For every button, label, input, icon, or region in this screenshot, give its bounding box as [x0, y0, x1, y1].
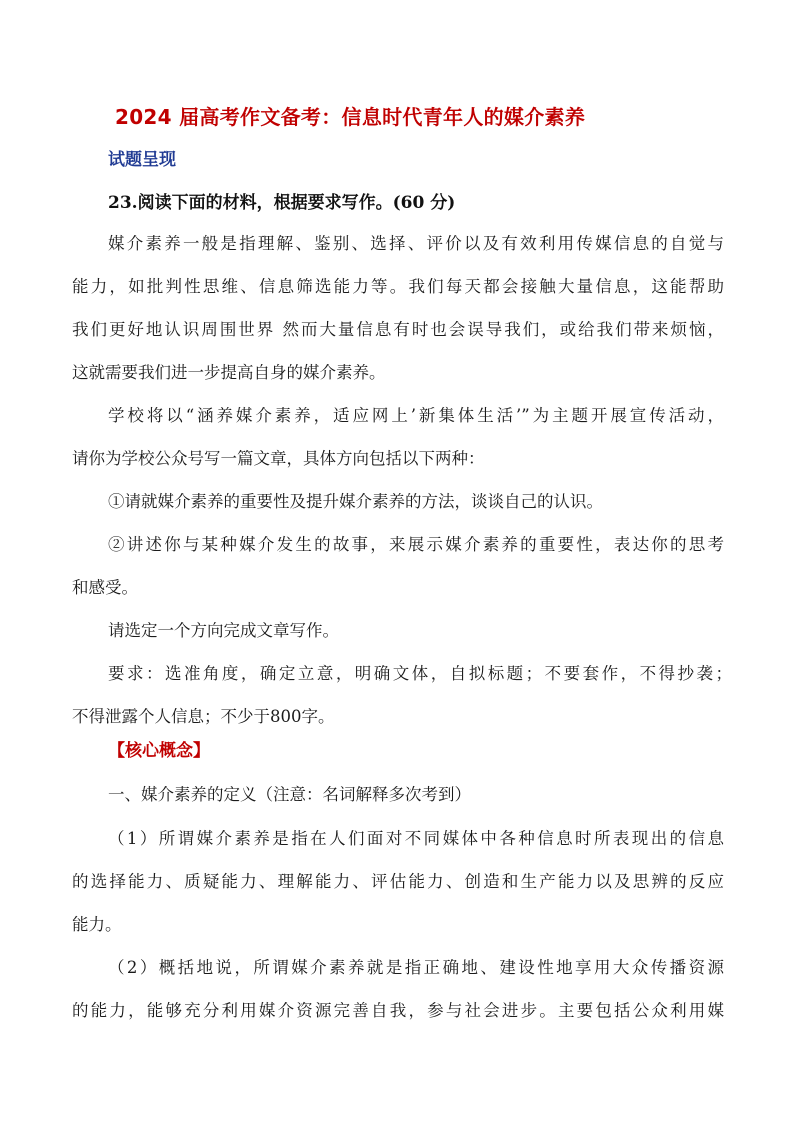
requirements-line-1: 要求：选准角度，确定立意，明确文体，自拟标题；不要套作，不得抄袭； [108, 664, 732, 683]
core-concept-heading: 【核心概念】 [108, 741, 210, 761]
definition-2-line-1: （2）概括地说，所谓媒介素养就是指正确地、建设性地享用大众传播资源 [108, 958, 724, 977]
option-2-line-1: ②讲述你与某种媒介发生的故事，来展示媒介素养的重要性，表达你的思考 [108, 535, 724, 554]
material-p2-line-1: 学校将以“涵养媒介素养，适应网上’新集体生活’”为主题开展宣传活动， [108, 406, 724, 425]
definition-1-line-3: 能力。 [72, 915, 122, 934]
material-p2-line-2: 请你为学校公众号写一篇文章，具体方向包括以下两种： [72, 449, 485, 468]
definition-1-line-1: （1）所谓媒介素养是指在人们面对不同媒体中各种信息时所表现出的信息 [108, 829, 724, 848]
material-p1-line-4: 这就需要我们进一步提高自身的媒介素养。 [72, 363, 386, 382]
definition-2-line-2: 的能力，能够充分利用媒介资源完善自我，参与社会进步。主要包括公众利用媒 [72, 1001, 724, 1020]
option-2-line-2: 和感受。 [72, 578, 138, 597]
definition-1-line-2: 的选择能力、质疑能力、理解能力、评估能力、创造和生产能力以及思辨的反应 [72, 872, 724, 891]
choose-direction: 请选定一个方向完成文章写作。 [108, 621, 339, 640]
document-title: 2024 届高考作文备考：信息时代青年人的媒介素养 [115, 105, 586, 129]
definition-heading: 一、媒介素养的定义（注意：名词解释多次考到） [108, 785, 471, 804]
material-p1-line-2: 能力，如批判性思维、信息筛选能力等。我们每天都会接触大量信息，这能帮助 [72, 277, 724, 296]
requirements-line-2: 不得泄露个人信息；不少于800字。 [72, 707, 335, 726]
material-p1-line-3: 我们更好地认识周围世界 然而大量信息有时也会误导我们，或给我们带来烦恼， [72, 320, 724, 339]
option-1: ①请就媒介素养的重要性及提升媒介素养的方法，谈谈自己的认识。 [108, 492, 603, 511]
question-heading: 23.阅读下面的材料，根据要求写作。(60 分) [108, 193, 456, 213]
material-p1-line-1: 媒介素养一般是指理解、鉴别、选择、评价以及有效利用传媒信息的自觉与 [108, 234, 724, 253]
section-heading: 试题呈现 [108, 150, 176, 170]
